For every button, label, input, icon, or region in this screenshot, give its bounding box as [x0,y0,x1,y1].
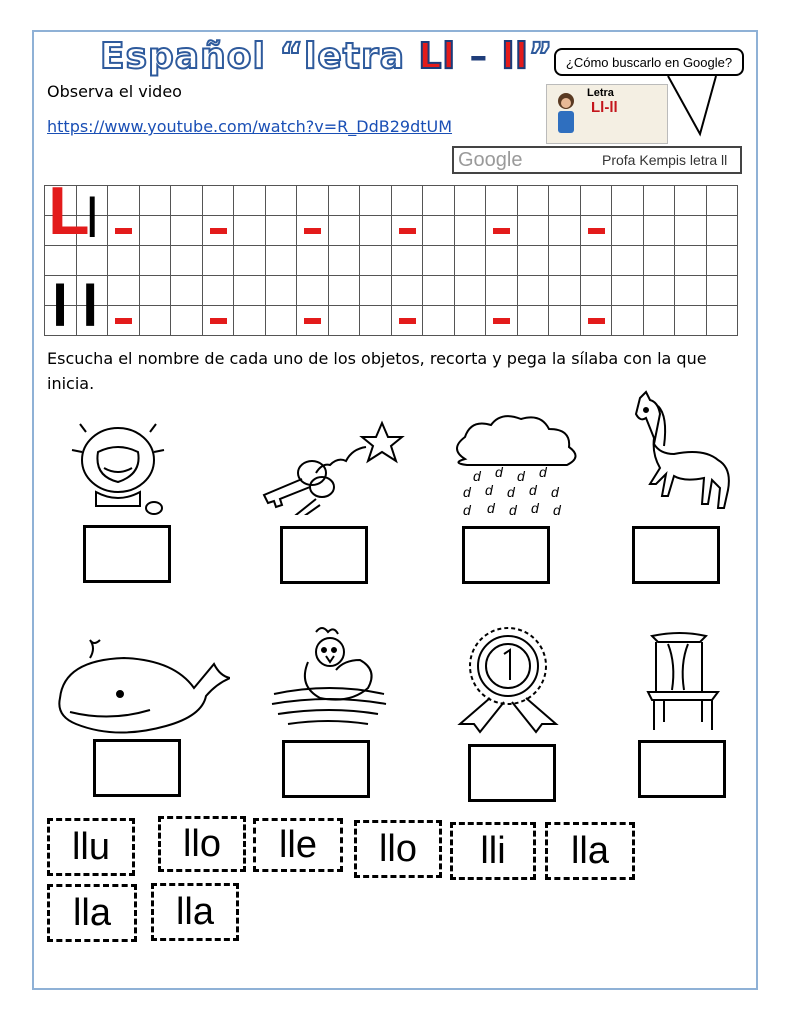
grid-cell [643,306,675,336]
grid-cell [423,276,455,306]
answer-box-baby[interactable] [83,525,171,583]
grid-cell [486,306,518,336]
svg-text:d: d [463,502,471,518]
red-dash [210,318,227,324]
video-instruction: Observa el video [47,82,182,101]
red-dash [115,228,132,234]
grid-cell [360,246,392,276]
horse-icon [620,388,744,516]
grid-cell [580,276,612,306]
grid-cell [265,216,297,246]
svg-text:d: d [507,484,515,500]
syllable-card-8[interactable]: lla [151,883,239,941]
google-search-bar[interactable] [452,146,742,174]
grid-cell [297,216,329,246]
grid-cell [328,306,360,336]
red-dash [588,228,605,234]
grid-cell [612,306,644,336]
grid-cell [675,216,707,246]
grid-cell [643,276,675,306]
grid-cell [202,276,234,306]
grid-cell [675,276,707,306]
grid-cell [486,246,518,276]
grid-cell [423,246,455,276]
grid-cell [360,216,392,246]
grid-cell [517,246,549,276]
grid-cell [612,186,644,216]
svg-text:d: d [551,484,559,500]
grid-cell [139,246,171,276]
grid-cell [328,276,360,306]
grid-cell [486,186,518,216]
svg-text:d: d [473,468,481,484]
hint-bubble: ¿Cómo buscarlo en Google? [554,48,744,76]
grid-cell [391,216,423,246]
grid-cell [76,246,108,276]
grid-cell [423,216,455,246]
video-link[interactable]: https://www.youtube.com/watch?v=R_DdB29dtUM [47,117,453,136]
svg-text:d: d [487,500,495,516]
google-logo: Google [458,148,523,171]
grid-cell [454,276,486,306]
hen-nest-icon [268,622,390,734]
grid-cell [234,216,266,246]
grid-cell [423,186,455,216]
grid-cell [108,246,140,276]
grid-cell [328,216,360,246]
grid-cell [202,306,234,336]
answer-box-keys[interactable] [280,526,368,584]
grid-cell [391,306,423,336]
answer-box-whale[interactable] [93,739,181,797]
grid-cell [643,186,675,216]
keys-icon [256,415,406,515]
search-query: Profa Kempis letra ll [602,152,728,168]
grid-cell [517,276,549,306]
grid-cell [643,216,675,246]
grid-cell [675,186,707,216]
grid-cell [580,186,612,216]
grid-cell [139,216,171,246]
red-dash [493,318,510,324]
grid-cell [297,186,329,216]
syllable-card-5[interactable]: lli [450,822,536,880]
grid-cell [297,276,329,306]
svg-text:d: d [509,502,517,518]
answer-box-horse[interactable] [632,526,720,584]
answer-box-chair[interactable] [638,740,726,798]
grid-cell [171,306,203,336]
grid-cell [549,276,581,306]
thumb-title: Letra [587,87,614,99]
grid-cell [234,246,266,276]
grid-cell [202,216,234,246]
grid-cell [234,306,266,336]
syllable-card-1[interactable]: llu [47,818,135,876]
medal-icon [450,622,568,734]
grid-cell [391,276,423,306]
grid-cell [202,186,234,216]
grid-cell [706,276,738,306]
grid-cell [675,246,707,276]
grid-cell [360,186,392,216]
grid-cell [517,216,549,246]
svg-text:d: d [529,482,537,498]
grid-cell [706,246,738,276]
grid-cell [171,186,203,216]
chair-icon [640,630,722,734]
baby-crying-icon [62,412,172,520]
grid-cell [517,186,549,216]
grid-cell [486,276,518,306]
grid-cell [328,246,360,276]
syllable-card-7[interactable]: lla [47,884,137,942]
grid-cell [328,186,360,216]
answer-box-hen[interactable] [282,740,370,798]
grid-cell [580,306,612,336]
grid-row1-letters: L l [48,173,99,249]
grid-row2-letters: ll [52,274,113,339]
thumb-subtitle: Ll-ll [591,99,618,116]
red-dash [588,318,605,324]
bubble-tail-icon [660,74,720,140]
red-dash [115,318,132,324]
grid-cell [139,306,171,336]
grid-cell [45,246,77,276]
teacher-figure-icon [551,89,581,139]
syllable-card-6[interactable]: lla [545,822,635,880]
red-dash [304,318,321,324]
grid-cell [706,216,738,246]
whale-icon [50,634,230,734]
grid-cell [423,306,455,336]
cut-paste-instructions: Escucha el nombre de cada uno de los objetos, recorta y pega la sílaba con la que inicia. [47,349,707,393]
grid-cell [171,216,203,246]
red-dash [493,228,510,234]
grid-cell [139,186,171,216]
grid-cell [265,246,297,276]
answer-box-rain[interactable] [462,526,550,584]
practice-grid [44,173,738,339]
rain-cloud-icon [445,415,587,523]
grid-cell [580,216,612,246]
svg-text:d: d [485,482,493,498]
grid-cell [297,246,329,276]
syllable-card-2[interactable]: llo [158,816,246,872]
svg-text:d: d [517,468,525,484]
grid-cell [706,186,738,216]
grid-cell [454,186,486,216]
grid-cell [454,216,486,246]
grid-cell [171,276,203,306]
grid-cell [612,246,644,276]
grid-cell [643,246,675,276]
grid-cell [265,186,297,216]
grid-cell [517,306,549,336]
grid-cell [549,306,581,336]
grid-cell [454,306,486,336]
grid-cell [391,246,423,276]
grid-cell [202,246,234,276]
grid-cell [265,276,297,306]
grid-cell [108,216,140,246]
grid-cell [297,306,329,336]
grid-cell [139,276,171,306]
svg-text:d: d [553,502,561,518]
red-dash [210,228,227,234]
red-dash [399,318,416,324]
grid-cell [549,186,581,216]
grid-cell [454,246,486,276]
grid-cell [171,246,203,276]
video-thumbnail[interactable] [546,84,668,144]
page-title: Español “letra Ll – ll” [100,36,554,77]
syllable-card-4[interactable]: llo [354,820,442,878]
answer-box-medal[interactable] [468,744,556,802]
svg-text:d: d [539,464,547,480]
grid-cell [234,186,266,216]
grid-cell [265,306,297,336]
svg-text:d: d [531,500,539,516]
grid-cell [549,216,581,246]
grid-cell [612,216,644,246]
red-dash [304,228,321,234]
svg-text:d: d [495,464,503,480]
grid-cell [549,246,581,276]
grid-cell [580,246,612,276]
grid-cell [108,186,140,216]
grid-cell [706,306,738,336]
grid-cell [360,306,392,336]
grid-cell [391,186,423,216]
grid-cell [675,306,707,336]
red-dash [399,228,416,234]
grid-cell [612,276,644,306]
grid-cell [234,276,266,306]
svg-text:d: d [463,484,471,500]
grid-cell [486,216,518,246]
grid-cell [360,276,392,306]
syllable-card-3[interactable]: lle [253,818,343,872]
